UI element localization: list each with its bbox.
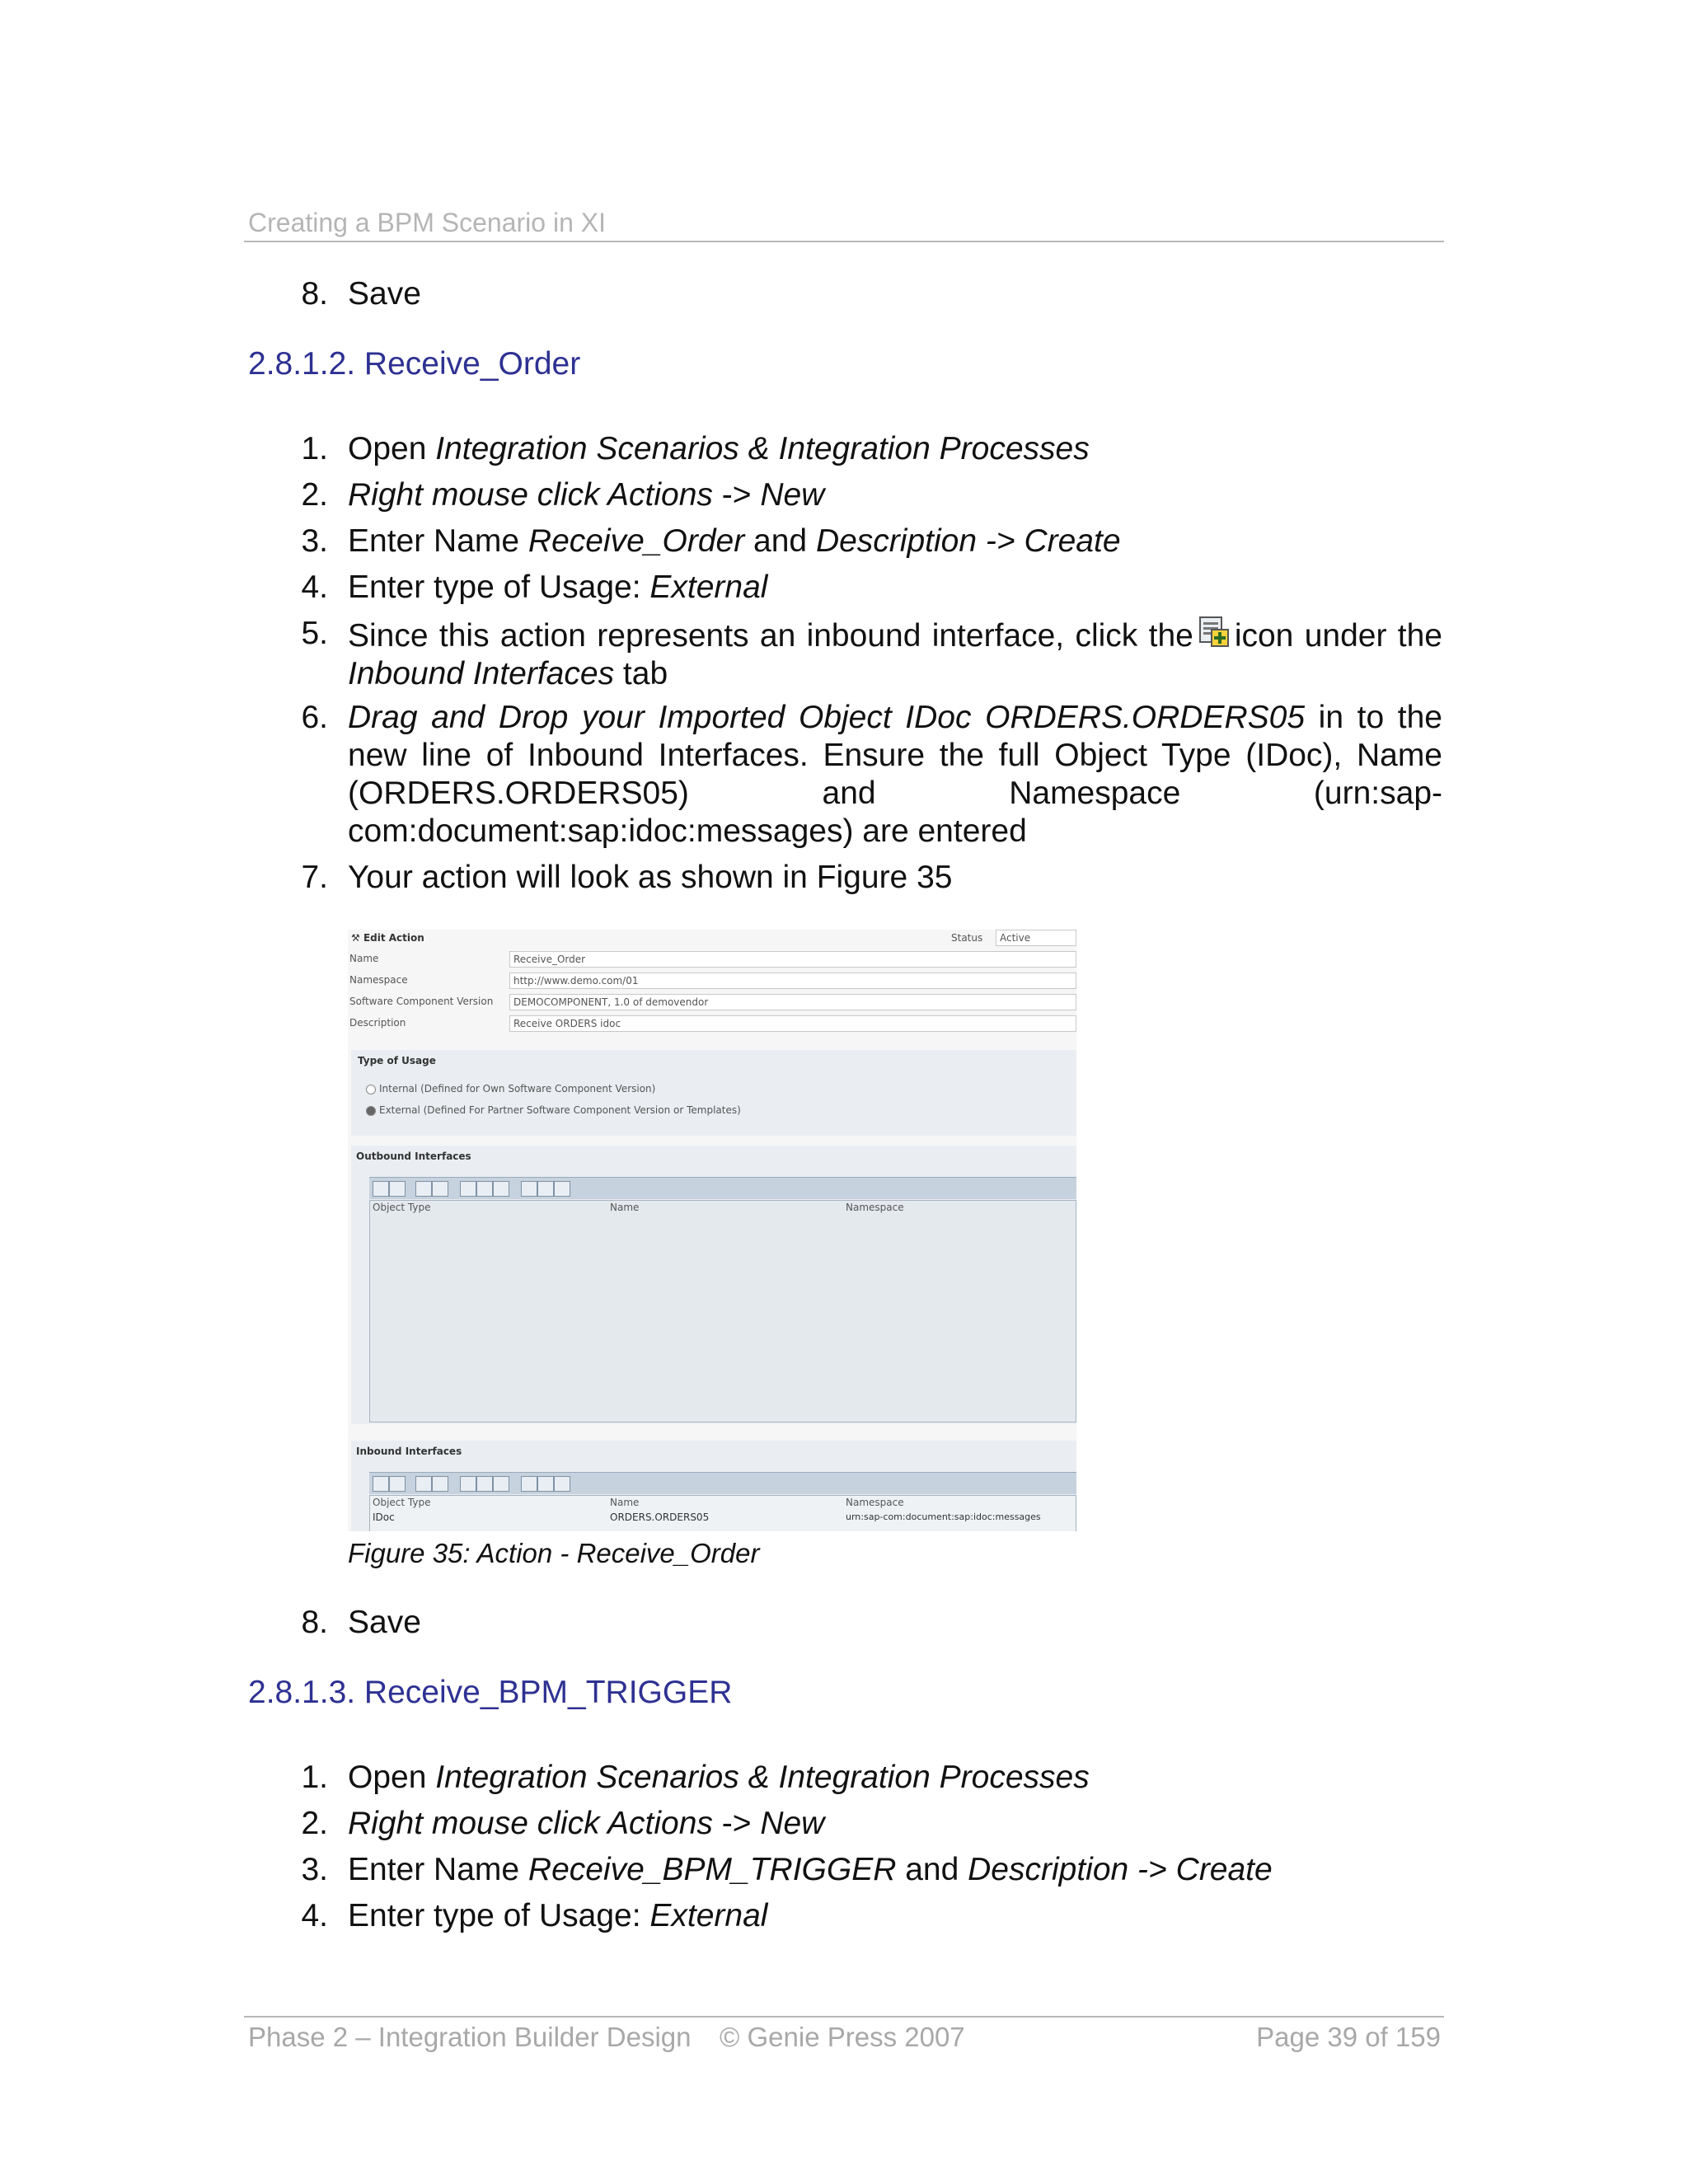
header-rule	[244, 241, 1444, 242]
step-number: 4.	[301, 569, 328, 605]
step-text: Since this action represents an inbound interface, click the icon under the Inbound Interfaces tab	[348, 615, 1442, 693]
outbound-interfaces-title: Outbound Interfaces	[356, 1151, 471, 1162]
step-number: 7.	[301, 860, 328, 895]
name-field[interactable]: Receive_Order	[509, 951, 1076, 968]
running-header-title: Creating a BPM Scenario in XI	[248, 208, 606, 237]
footer-page-number: Page 39 of 159	[1256, 2022, 1441, 2052]
outbound-interfaces-table	[369, 1200, 1076, 1422]
step-number: 5.	[301, 616, 328, 651]
settings-icon[interactable]	[493, 1476, 509, 1492]
section-heading-receive-bpm-trigger: 2.8.1.3. Receive_BPM_TRIGGER	[248, 1675, 733, 1710]
step-number: 2.	[301, 477, 328, 513]
column-header-object-type: Object Type	[373, 1202, 431, 1213]
table-cell[interactable]: urn:sap-com:document:sap:idoc:messages	[846, 1511, 1041, 1522]
move-up-icon[interactable]	[415, 1181, 432, 1197]
add-row-icon[interactable]	[373, 1181, 389, 1197]
column-header-namespace: Namespace	[846, 1497, 904, 1508]
radio-external[interactable]	[366, 1106, 376, 1116]
step-text: Enter type of Usage: External	[348, 1898, 768, 1933]
type-of-usage-title: Type of Usage	[358, 1055, 436, 1066]
figure-caption: Figure 35: Action - Receive_Order	[348, 1538, 760, 1568]
radio-internal[interactable]	[366, 1085, 376, 1094]
step-text: Enter Name Receive_Order and Description -> Create	[348, 523, 1121, 559]
step-text: Your action will look as shown in Figure 35	[348, 860, 953, 895]
paste-row-icon[interactable]	[554, 1181, 570, 1197]
namespace-field[interactable]: http://www.demo.com/01	[509, 972, 1076, 989]
description-field[interactable]: Receive ORDERS idoc	[509, 1015, 1076, 1032]
paste-icon[interactable]	[476, 1181, 493, 1197]
footer-copyright: © Genie Press 2007	[720, 2022, 965, 2052]
move-down-icon[interactable]	[432, 1181, 448, 1197]
column-header-name: Name	[610, 1202, 640, 1213]
delete-row-icon[interactable]	[389, 1476, 406, 1492]
copy-row-icon[interactable]	[537, 1476, 554, 1492]
step-text: Right mouse click Actions -> New	[348, 477, 825, 513]
column-header-name: Name	[610, 1497, 640, 1508]
usage-external-label: External (Defined For Partner Software Component Version or Templates)	[379, 1104, 741, 1116]
figure-edit-action-screenshot	[348, 930, 1076, 1531]
section-heading-receive-order: 2.8.1.2. Receive_Order	[248, 346, 581, 382]
paste-row-icon[interactable]	[554, 1476, 570, 1492]
usage-internal-label: Internal (Defined for Own Software Component Version)	[379, 1083, 656, 1094]
step-number: 8.	[301, 276, 328, 312]
cut-icon[interactable]	[521, 1476, 537, 1492]
copy-row-icon[interactable]	[537, 1181, 554, 1197]
move-up-icon[interactable]	[415, 1476, 432, 1492]
copy-icon[interactable]	[460, 1181, 476, 1197]
step-number: 6.	[301, 700, 328, 735]
status-field[interactable]: Active	[996, 930, 1076, 946]
field-label: Name	[349, 953, 379, 964]
field-label: Software Component Version	[349, 996, 494, 1007]
step-text: Enter type of Usage: External	[348, 569, 768, 605]
table-cell[interactable]: ORDERS.ORDERS05	[610, 1511, 710, 1523]
step-text: Open Integration Scenarios & Integration Processes	[348, 1760, 1090, 1795]
step-text: Drag and Drop your Imported Object IDoc ORDERS.ORDERS05 in to the new line of Inbound Interfaces. Ensure the full Object Type (IDoc), Name (ORDERS.ORDERS05) and Namespace (urn:sap-com:document:sap:idoc:messages) are entered	[348, 700, 1442, 849]
cut-icon[interactable]	[521, 1181, 537, 1197]
column-header-object-type: Object Type	[373, 1497, 431, 1508]
step-number: 3.	[301, 1852, 328, 1887]
step-text: Right mouse click Actions -> New	[348, 1806, 825, 1841]
step-number: 4.	[301, 1898, 328, 1933]
step-text: Open Integration Scenarios & Integration Processes	[348, 431, 1090, 466]
outbound-toolbar	[369, 1177, 1076, 1199]
delete-row-icon[interactable]	[389, 1181, 406, 1197]
step-text: Enter Name Receive_BPM_TRIGGER and Description -> Create	[348, 1852, 1273, 1887]
status-label: Status	[951, 932, 983, 944]
step-text: Save	[348, 1605, 421, 1640]
settings-icon[interactable]	[493, 1181, 509, 1197]
edit-action-title: ⚒ Edit Action	[351, 932, 424, 944]
step-number: 1.	[301, 431, 328, 466]
field-label: Namespace	[349, 974, 408, 986]
footer-left: Phase 2 – Integration Builder Design	[248, 2022, 692, 2052]
footer-rule	[244, 2016, 1444, 2018]
table-cell[interactable]: IDoc	[373, 1511, 395, 1523]
step-text: Save	[348, 276, 421, 312]
move-down-icon[interactable]	[432, 1476, 448, 1492]
paste-icon[interactable]	[476, 1476, 493, 1492]
step-number: 1.	[301, 1760, 328, 1795]
add-row-icon[interactable]	[373, 1476, 389, 1492]
software-component-field[interactable]: DEMOCOMPONENT, 1.0 of demovendor	[509, 994, 1076, 1010]
inbound-toolbar	[369, 1472, 1076, 1494]
step-number: 8.	[301, 1605, 328, 1640]
copy-icon[interactable]	[460, 1476, 476, 1492]
field-label: Description	[349, 1017, 406, 1029]
step-number: 2.	[301, 1806, 328, 1841]
step-number: 3.	[301, 523, 328, 559]
inbound-interfaces-title: Inbound Interfaces	[356, 1446, 462, 1457]
add-row-icon	[1198, 615, 1230, 648]
column-header-namespace: Namespace	[846, 1202, 904, 1213]
